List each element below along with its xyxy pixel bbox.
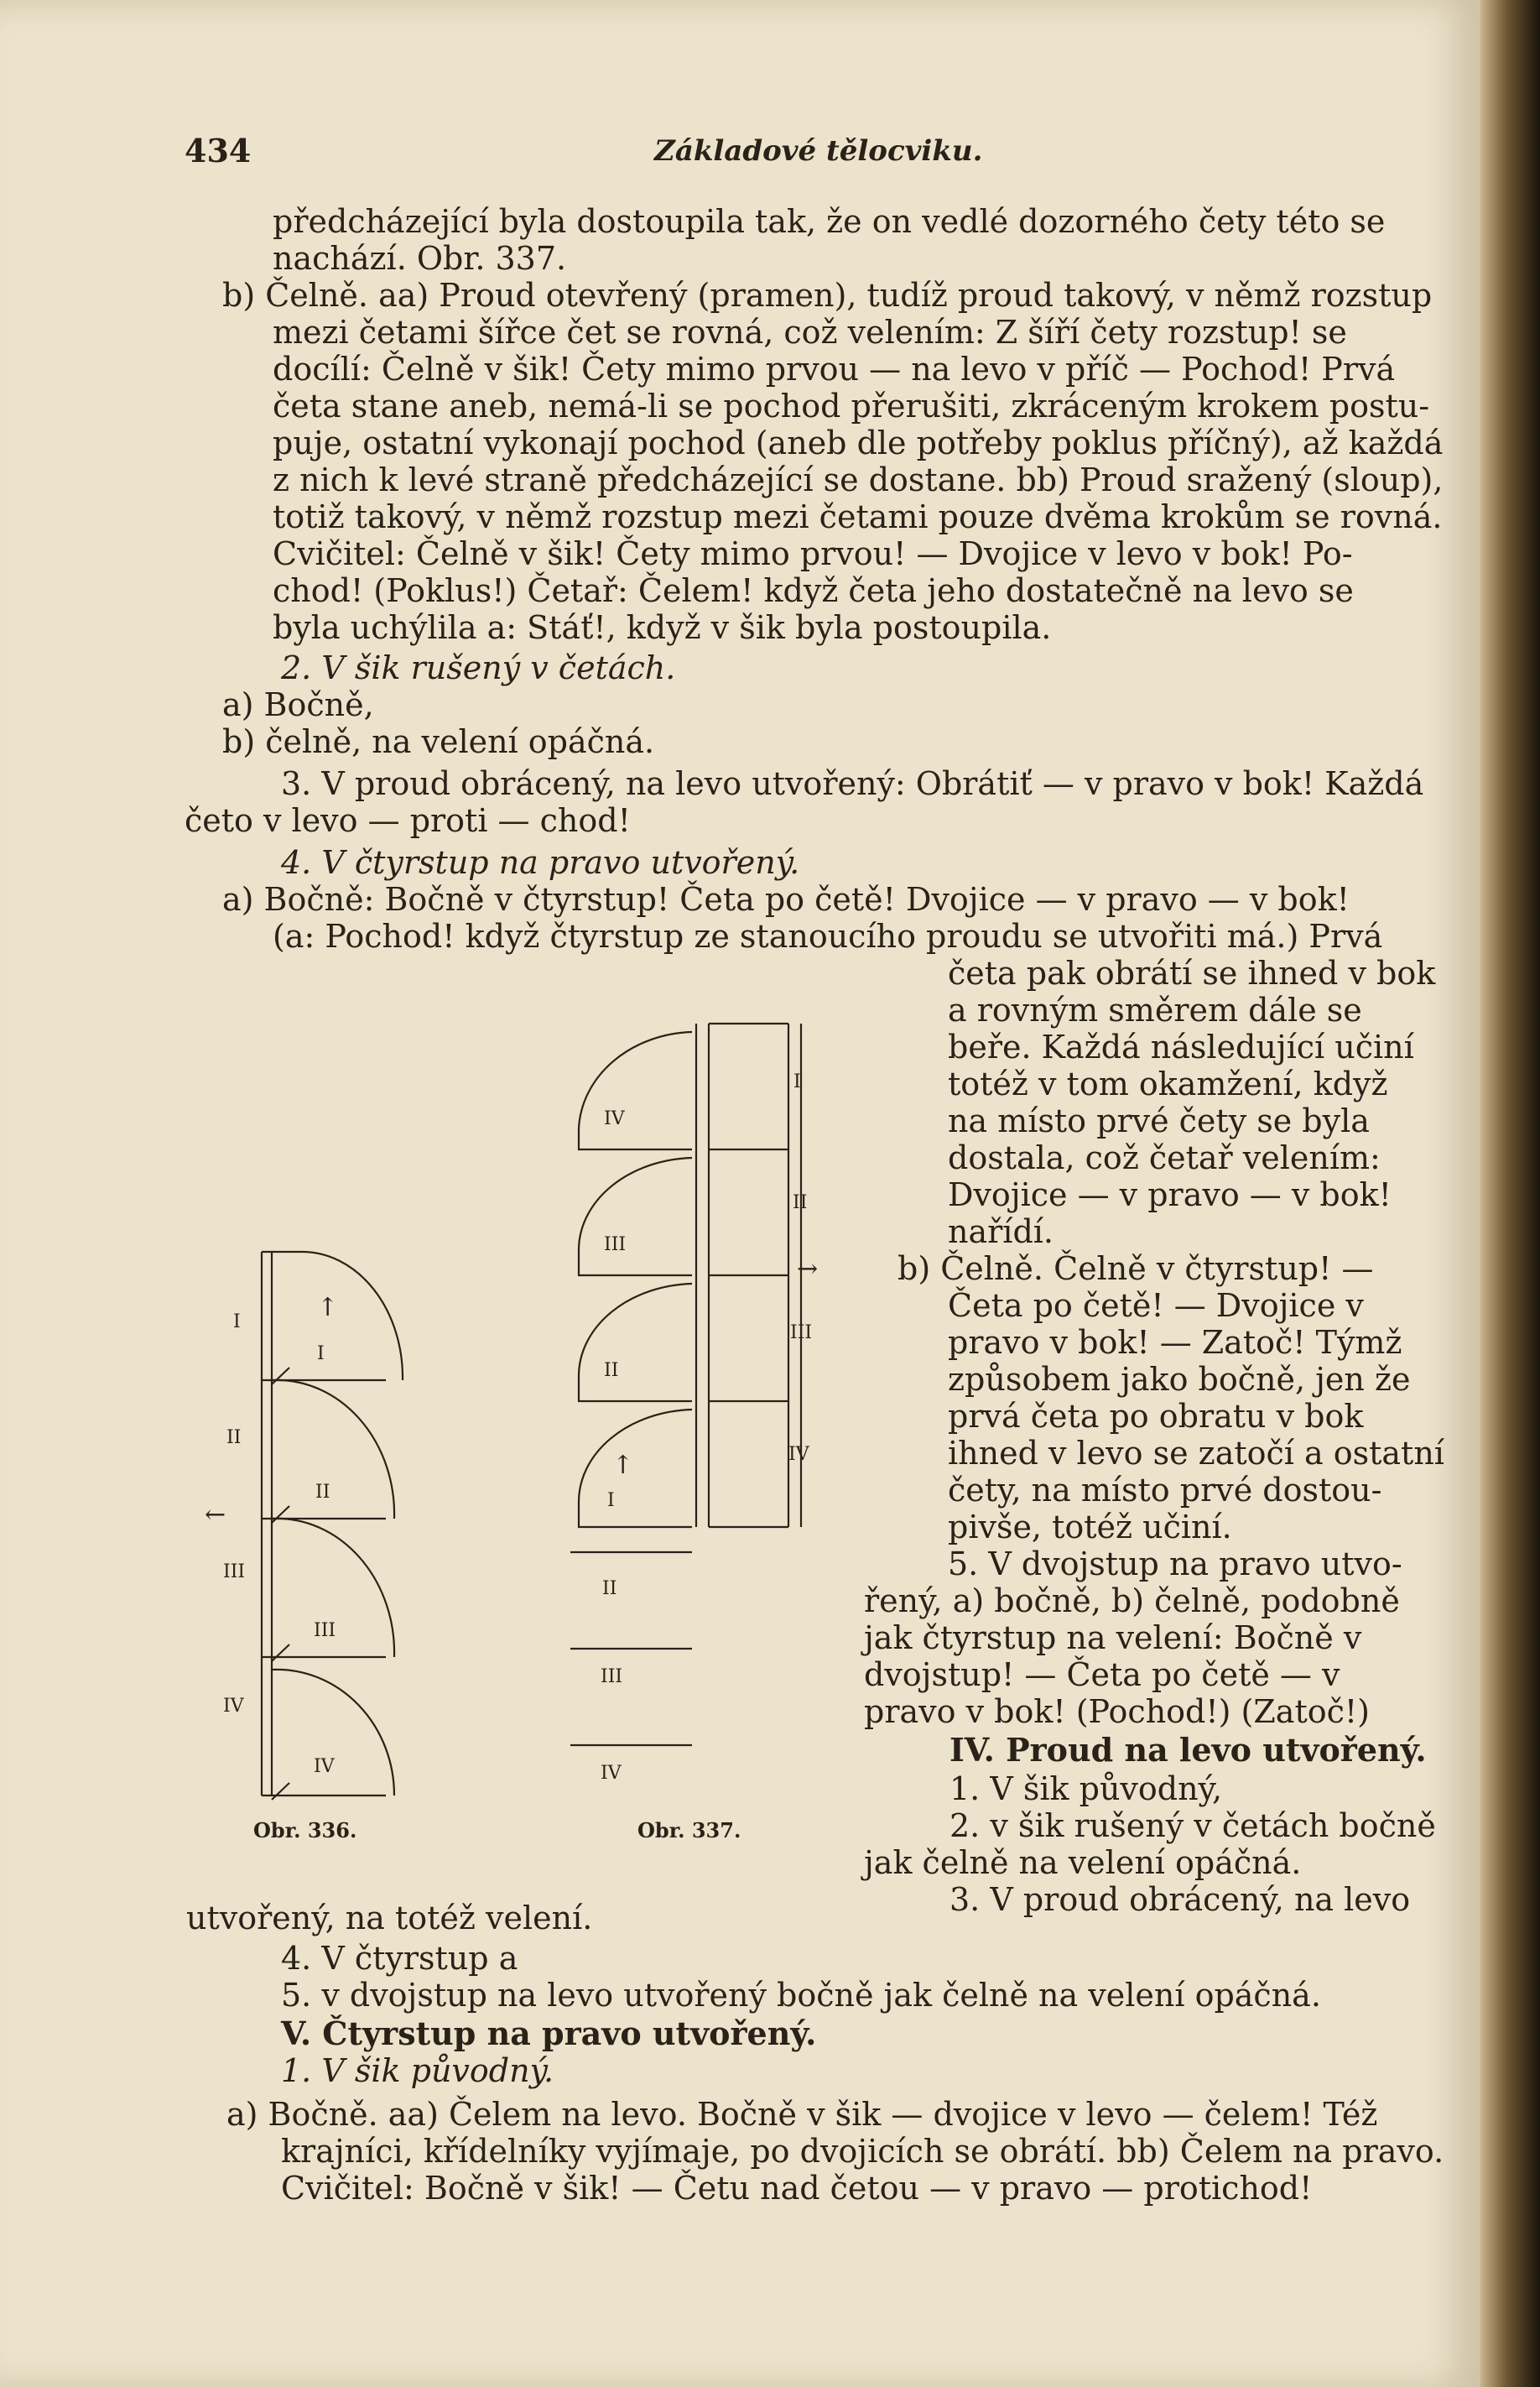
fig-arc — [579, 1158, 692, 1250]
fig-side-label: III — [223, 1561, 246, 1582]
text-line: 5. V dvojstup na pravo utvo- — [948, 1545, 1402, 1582]
text-line: a) Bočně: Bočně v čtyrstup! Četa po četě! Dvojice — v pravo — v bok! — [222, 881, 1350, 918]
fig-line — [579, 1376, 692, 1401]
text-line: totiž takový, v němž rozstup mezi četami pouze dvěma krokům se rovná. — [273, 498, 1443, 535]
text-line: jak čelně na velení opáčná. — [864, 1844, 1302, 1881]
fig-line — [579, 1250, 692, 1275]
text-line: beře. Každá následující učiní — [948, 1029, 1414, 1066]
text-line: ihned v levo se zatočí a ostatní — [948, 1435, 1444, 1472]
text-line: na místo prvé čety se byla — [948, 1102, 1370, 1139]
fig-hatch — [272, 1783, 289, 1800]
text-line: Cvičitel: Čelně v šik! Čety mimo prvou! — Dvojice v levo v bok! Po- — [273, 535, 1353, 572]
section-heading: V. Čtyrstup na pravo utvořený. — [281, 2014, 817, 2052]
text-line: pravo v bok! — Zatoč! Týmž — [948, 1324, 1402, 1361]
fig-hatch — [272, 1506, 289, 1523]
text-line: jak čtyrstup na velení: Bočně v — [864, 1619, 1362, 1656]
text-line: krajníci, křídelníky vyjímaje, po dvojicích se obrátí. bb) Čelem na pravo. — [281, 2133, 1444, 2170]
fig-side-label: II — [793, 1192, 808, 1213]
text-line: utvořený, na totéž velení. — [186, 1900, 593, 1936]
fig-hatch — [272, 1644, 289, 1661]
fig-arc — [579, 1284, 692, 1376]
text-line: 1. V šik původný, — [949, 1770, 1223, 1807]
fig-block-label: I — [317, 1343, 325, 1364]
text-line: a rovným směrem dále se — [948, 992, 1362, 1029]
text-line: četo v levo — proti — chod! — [185, 802, 631, 839]
text-line: prvá četa po obratu v bok — [948, 1398, 1364, 1435]
fig-side-label: I — [233, 1311, 241, 1332]
fig-arc — [272, 1380, 394, 1519]
text-line: b) Čelně. aa) Proud otevřený (pramen), tudíž proud takový, v němž rozstup — [222, 277, 1433, 314]
figure-caption: Obr. 336. — [253, 1818, 357, 1842]
running-title: Základové tělocviku. — [654, 134, 983, 168]
text-line: docílí: Čelně v šik! Čety mimo prvou — na levo v příč — Pochod! Prvá — [273, 351, 1396, 388]
fig-arc — [579, 1410, 692, 1502]
page-number: 434 — [185, 132, 252, 169]
text-line: 5. v dvojstup na levo utvořený bočně jak čelně na velení opáčná. — [281, 1977, 1321, 2014]
fig-line — [579, 1128, 692, 1149]
text-line: nařídí. — [948, 1213, 1054, 1250]
figure-336 — [205, 1242, 428, 1846]
fig-line — [579, 1502, 692, 1527]
fig-arc — [579, 1032, 692, 1128]
text-line: dostala, což četař velením: — [948, 1139, 1381, 1176]
text-line: nachází. Obr. 337. — [273, 240, 567, 277]
text-line: 4. V čtyrstup a — [281, 1940, 518, 1977]
fig-arc-label: IV — [604, 1108, 625, 1129]
fig-column-label: IV — [601, 1763, 622, 1784]
fig-side-label: III — [790, 1322, 813, 1343]
arrow-up-icon: ↑ — [612, 1451, 634, 1480]
text-line: z nich k levé straně předcházející se dostane. bb) Proud sražený (sloup), — [273, 461, 1444, 498]
text-line: totéž v tom okamžení, když — [948, 1066, 1388, 1102]
text-line: Dvojice — v pravo — v bok! — [948, 1176, 1392, 1213]
text-line: dvojstup! — Četa po četě — v — [864, 1656, 1340, 1693]
text-line: způsobem jako bočně, jen že — [948, 1361, 1411, 1398]
fig-arc-label: III — [604, 1234, 627, 1255]
text-line: četa pak obrátí se ihned v bok — [948, 955, 1436, 992]
text-line: Cvičitel: Bočně v šik! — Četu nad četou — v pravo — protichod! — [281, 2170, 1313, 2207]
text-line: b) čelně, na velení opáčná. — [222, 723, 655, 760]
book-spine — [1480, 0, 1540, 2387]
fig-side-label: IV — [223, 1696, 244, 1717]
fig-side-label: I — [793, 1071, 801, 1092]
arrow-right-icon: → — [797, 1254, 819, 1284]
text-line: b) Čelně. Čelně v čtyrstup! — — [897, 1250, 1374, 1287]
fig-hatch — [272, 1368, 289, 1384]
fig-block-label: IV — [314, 1756, 335, 1777]
text-line: 2. v šik rušený v četách bočně — [949, 1807, 1436, 1844]
section-heading: IV. Proud na levo utvořený. — [949, 1731, 1427, 1769]
section-heading: 2. V šik rušený v četách. — [281, 649, 676, 686]
fig-block-label: II — [315, 1482, 330, 1503]
section-heading: 1. V šik původný. — [281, 2052, 554, 2089]
text-line: a) Bočně. aa) Čelem na levo. Bočně v šik — dvojice v levo — čelem! Též — [226, 2096, 1378, 2133]
text-line: pivše, totéž učiní. — [948, 1509, 1232, 1545]
text-line: řený, a) bočně, b) čelně, podobně — [864, 1582, 1400, 1619]
fig-side-label: IV — [788, 1444, 809, 1465]
text-line: mezi četami šířce čet se rovná, což velením: Z šíří čety rozstup! se — [273, 314, 1347, 351]
fig-block-label: III — [314, 1620, 336, 1641]
text-line: předcházející byla dostoupila tak, že on vedlé dozorného čety této se — [273, 203, 1386, 240]
fig-arc-label: II — [604, 1360, 619, 1381]
text-line: a) Bočně, — [222, 686, 374, 723]
section-heading: 4. V čtyrstup na pravo utvořený. — [281, 844, 800, 881]
fig-arc-label: I — [607, 1490, 615, 1511]
fig-side-label: II — [226, 1427, 242, 1448]
figure-caption: Obr. 337. — [637, 1818, 741, 1842]
text-line: puje, ostatní vykonají pochod (aneb dle potřeby poklus příčný), až každá — [273, 425, 1444, 461]
fig-column-label: III — [601, 1666, 623, 1687]
text-line: čety, na místo prvé dostou- — [948, 1472, 1382, 1509]
text-line: 3. V proud obrácený, na levo — [949, 1881, 1411, 1918]
figure-337 — [520, 1007, 856, 1846]
arrow-left-icon: ← — [205, 1500, 226, 1530]
fig-column-label: II — [602, 1578, 617, 1599]
text-line: pravo v bok! (Pochod!) (Zatoč!) — [864, 1693, 1370, 1730]
text-line: chod! (Poklus!) Četař: Čelem! když četa jeho dostatečně na levo se — [273, 572, 1354, 609]
text-line: byla uchýlila a: Stáť!, když v šik byla postoupila. — [273, 609, 1052, 646]
arrow-up-icon: ↑ — [317, 1293, 339, 1322]
text-line: četa stane aneb, nemá-li se pochod přerušiti, zkráceným krokem postu- — [273, 388, 1430, 425]
text-line: (a: Pochod! když čtyrstup ze stanoucího proudu se utvořiti má.) Prvá — [273, 918, 1383, 955]
text-line: Četa po četě! — Dvojice v — [948, 1287, 1364, 1324]
text-line: 3. V proud obrácený, na levo utvořený: Obrátiť — v pravo v bok! Každá — [281, 765, 1424, 802]
